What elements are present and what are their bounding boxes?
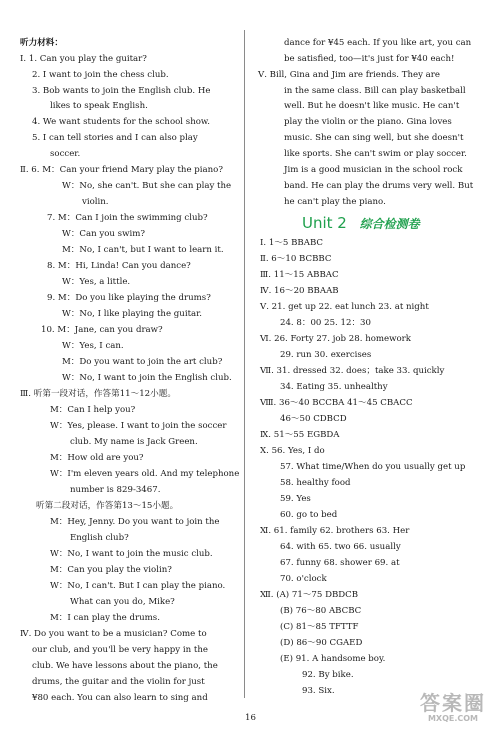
- text-line: What can you do, Mike?: [70, 597, 175, 607]
- text-line: Ⅺ. 61. family 62. brothers 63. Her: [260, 526, 410, 536]
- text-line: 8. M：Hi, Linda! Can you dance?: [47, 261, 191, 271]
- text-line: dance for ¥45 each. If you like art, you can: [284, 38, 472, 48]
- text-line: Ⅲ. 11～15 ABBAC: [260, 270, 339, 280]
- text-line: violin.: [82, 197, 109, 207]
- text-line: 2. I want to join the chess club.: [32, 70, 169, 80]
- text-line: W：No, she can't. But she can play the: [62, 181, 232, 191]
- text-line: 29. run 30. exercises: [280, 350, 372, 360]
- text-line: 24. 8：00 25. 12：30: [280, 318, 371, 328]
- text-line: Ⅱ. 6～10 BCBBC: [260, 254, 332, 264]
- text-line: 7. M：Can I join the swimming club?: [47, 213, 208, 223]
- text-line: 93. Six.: [302, 686, 335, 696]
- text-line: 70. o'clock: [280, 574, 327, 584]
- unit-title: Unit 2: [302, 214, 347, 232]
- text-line: 59. Yes: [280, 494, 311, 504]
- text-line: soccer.: [50, 149, 81, 159]
- text-line: Ⅰ. 1. Can you play the guitar?: [20, 54, 147, 64]
- text-line: club. We have lessons about the piano, the: [32, 661, 218, 671]
- text-line: ¥80 each. You can also learn to sing and: [32, 693, 208, 703]
- text-line: Ⅰ. 1～5 BBABC: [260, 238, 324, 248]
- text-line: Ⅻ. (A) 71～75 DBDCB: [260, 590, 359, 600]
- text-line: M：Can I help you?: [50, 405, 136, 415]
- text-line: Ⅹ. 56. Yes, I do: [260, 446, 325, 456]
- text-line: 57. What time/When do you usually get up: [280, 462, 466, 472]
- text-line: (D) 86～90 CGAED: [280, 638, 363, 648]
- text-line: 46～50 CDBCD: [280, 414, 347, 424]
- text-line: (C) 81～85 TFTTF: [280, 622, 359, 632]
- text-line: our club, and you'll be very happy in the: [32, 645, 208, 655]
- text-line: M：No, I can't, but I want to learn it.: [62, 245, 224, 255]
- text-line: Ⅳ. 16～20 BBAAB: [260, 286, 339, 296]
- text-line: 58. healthy food: [280, 478, 351, 488]
- text-line: be satisfied, too—it's just for ¥40 each!: [284, 54, 455, 64]
- text-line: (B) 76～80 ABCBC: [280, 606, 362, 616]
- text-line: 3. Bob wants to join the English club. He: [32, 86, 211, 96]
- text-line: drums, the guitar and the violin for just: [32, 677, 205, 687]
- text-line: English club?: [70, 533, 129, 543]
- text-line: play the violin or the piano. Gina loves: [284, 117, 452, 127]
- text-line: Ⅴ. 21. get up 22. eat lunch 23. at night: [260, 302, 429, 312]
- text-line: 34. Eating 35. unhealthy: [280, 382, 388, 392]
- text-line: likes to speak English.: [50, 101, 148, 111]
- text-line: W：No, I want to join the music club.: [50, 549, 213, 559]
- text-line: 92. By bike.: [302, 670, 354, 680]
- text-line: Ⅱ. 6. M：Can your friend Mary play the piano?: [20, 165, 223, 175]
- text-line: M：How old are you?: [50, 453, 144, 463]
- watermark-text: 答案圈: [420, 691, 486, 715]
- text-line: band. He can play the drums very well. But: [284, 181, 474, 191]
- text-line: 64. with 65. two 66. usually: [280, 542, 401, 552]
- text-line: Ⅲ. 听第一段对话，作答第11～12小题。: [20, 389, 176, 399]
- text-line: W：I'm eleven years old. And my telephone: [50, 469, 240, 479]
- text-line: W：Yes, I can.: [62, 341, 124, 351]
- text-line: 67. funny 68. shower 69. at: [280, 558, 400, 568]
- text-line: 4. We want students for the school show.: [32, 117, 210, 127]
- text-line: Ⅷ. 36～40 BCCBA 41～45 CBACC: [260, 398, 413, 408]
- text-line: (E) 91. A handsome boy.: [280, 654, 386, 664]
- text-line: number is 829-3467.: [70, 485, 161, 495]
- text-line: he can't play the piano.: [284, 197, 386, 207]
- unit-heading: [302, 214, 420, 232]
- text-line: W：No, I can't. But I can play the piano.: [50, 581, 226, 591]
- text-line: like sports. She can't swim or play soccer.: [284, 149, 467, 159]
- text-line: Ⅸ. 51～55 EGBDA: [260, 430, 340, 440]
- text-line: music. She can sing well, but she doesn't: [284, 133, 464, 143]
- text-line: 9. M：Do you like playing the drums?: [47, 293, 211, 303]
- unit-subtitle: 综合检测卷: [359, 217, 420, 231]
- text-line: in the same class. Bill can play basketball: [284, 86, 466, 96]
- text-line: 5. I can tell stories and I can also play: [32, 133, 198, 143]
- text-line: Ⅵ. 26. Forty 27. job 28. homework: [260, 334, 411, 344]
- text-line: 60. go to bed: [280, 510, 338, 520]
- text-line: M：Can you play the violin?: [50, 565, 172, 575]
- text-line: 听力材料：: [20, 38, 63, 48]
- text-line: club. My name is Jack Green.: [70, 437, 198, 447]
- text-line: W：No, I want to join the English club.: [62, 373, 232, 383]
- text-line: Ⅶ. 31. dressed 32. does；take 33. quickly: [260, 366, 445, 376]
- text-line: M：Do you want to join the art club?: [62, 357, 223, 367]
- column-divider: [244, 30, 245, 698]
- text-line: well. But he doesn't like music. He can't: [284, 101, 460, 111]
- watermark-domain: MXQE.COM: [427, 714, 479, 723]
- text-line: 听第二段对话，作答第13～15小题。: [36, 501, 179, 511]
- text-line: Ⅳ. Do you want to be a musician? Come to: [20, 629, 207, 639]
- text-line: W：Yes, a little.: [62, 277, 131, 287]
- text-line: W：Yes, please. I want to join the soccer: [50, 421, 227, 431]
- text-line: W：No, I like playing the guitar.: [62, 309, 203, 319]
- text-line: Ⅴ. Bill, Gina and Jim are friends. They are: [258, 70, 441, 80]
- text-line: W：Can you swim?: [62, 229, 145, 239]
- text-line: 10. M：Jane, can you draw?: [41, 325, 163, 335]
- page-number: 16: [245, 713, 256, 723]
- text-line: Jim is a good musician in the school rock: [284, 165, 463, 175]
- text-line: M：I can play the drums.: [50, 613, 160, 623]
- text-line: M：Hey, Jenny. Do you want to join the: [50, 517, 220, 527]
- watermark-logo: [408, 692, 498, 736]
